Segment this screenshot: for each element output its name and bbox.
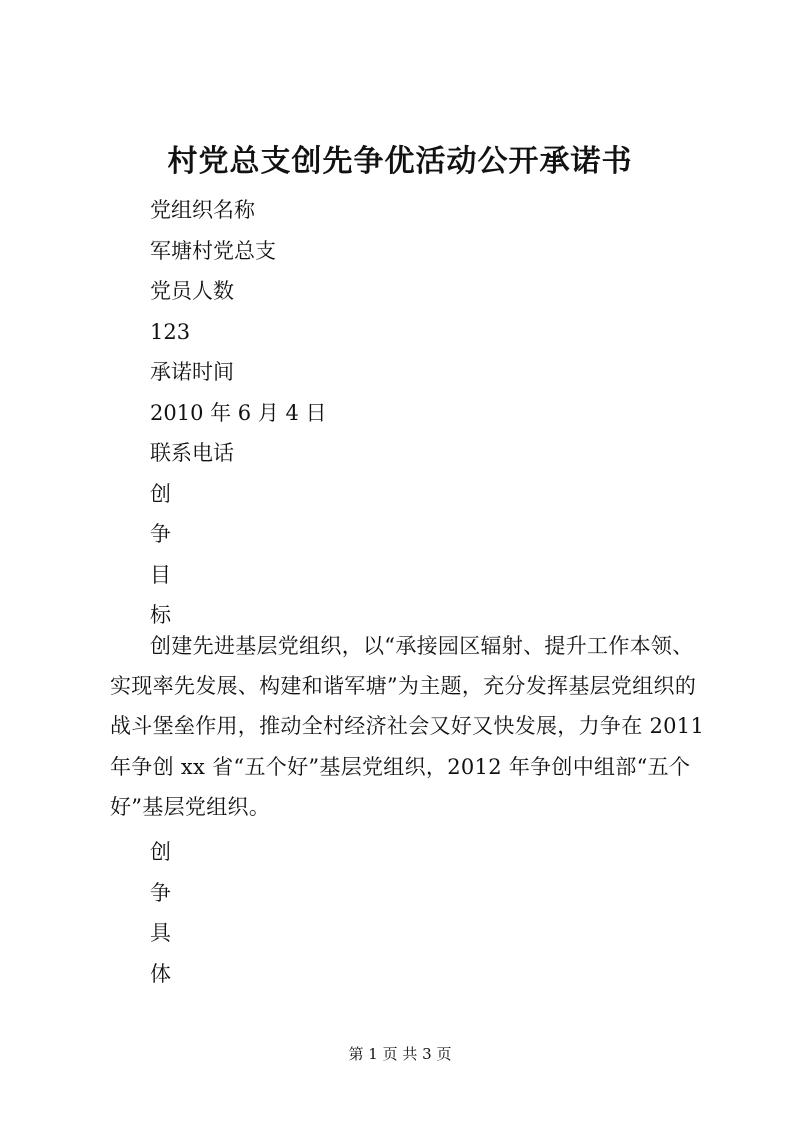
- paragraph-line: 实现率先发展、构建和谐军塘”为主题，充分发挥基层党组织的: [110, 674, 697, 699]
- field-line-detail-char-3: 具: [150, 921, 171, 945]
- page-footer: 第 1 页 共 3 页: [348, 1045, 452, 1063]
- paragraph-line: 创建先进基层党组织，以“承接园区辐射、提升工作本领、: [150, 634, 694, 658]
- goal-paragraph: [110, 626, 710, 827]
- field-line-pledge-date-value: 2010 年 6 月 4 日: [150, 400, 327, 425]
- paragraph-line: 战斗堡垒作用，推动全村经济社会又好又快发展，力争在 2011: [110, 714, 705, 739]
- field-line-party-org-name-value: 军塘村党总支: [150, 238, 276, 263]
- field-line-goal-char-2: 争: [150, 522, 171, 546]
- field-line-member-count-value: 123: [150, 319, 191, 344]
- field-line-goal-char-1: 创: [150, 481, 171, 506]
- field-line-party-org-name-label: 党组织名称: [150, 198, 255, 222]
- field-line-detail-char-2: 争: [150, 880, 171, 905]
- field-line-detail-char-4: 体: [150, 961, 171, 986]
- paragraph-line: 年争创 xx 省“五个好”基层党组织，2012 年争创中组部“五个: [110, 754, 691, 779]
- field-line-member-count-label: 党员人数: [150, 279, 234, 303]
- paragraph-line: 好”基层党组织。: [110, 794, 271, 819]
- header-fields: [150, 190, 710, 636]
- detail-fields: [150, 832, 710, 994]
- field-line-goal-char-4: 标: [150, 603, 171, 627]
- field-line-pledge-date-label: 承诺时间: [150, 360, 234, 384]
- field-line-detail-char-1: 创: [150, 840, 171, 864]
- field-line-goal-char-3: 目: [150, 562, 171, 587]
- field-line-phone-label: 联系电话: [150, 441, 234, 465]
- document-title: 村党总支创先争优活动公开承诺书: [167, 144, 633, 179]
